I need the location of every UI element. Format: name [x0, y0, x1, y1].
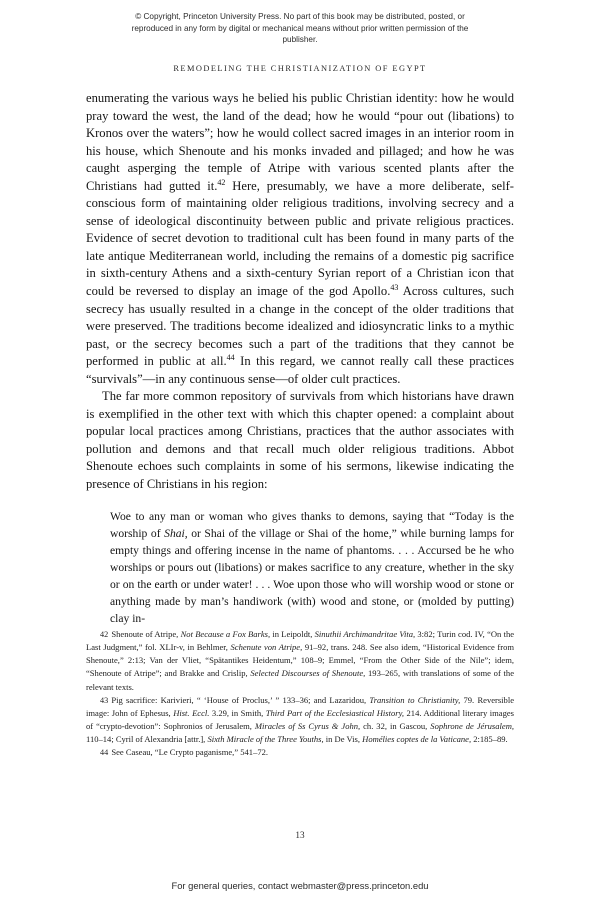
italic-title: Selected Discourses of Shenoute,: [250, 668, 366, 679]
body-paragraphs: [86, 90, 514, 494]
footnote-number: 43: [100, 695, 109, 705]
italic-title: Sophrone de Jérusalem,: [430, 721, 514, 732]
footnote-reference[interactable]: 42: [217, 177, 226, 187]
page-number: 13: [295, 830, 305, 840]
footnote-reference[interactable]: 43: [390, 282, 399, 292]
copyright-notice: © Copyright, Princeton University Press. No part of this book may be distributed, posted, or reproduced in any form by digital or mechanical means without prior written permission of the publisher.: [131, 12, 469, 45]
footnote-entry: 42 Shenoute of Atripe, Not Because a Fox Barks, in Leipoldt, Sinuthii Archimandritae Vita, 3:82; Turin cod. IV, “On the Last Judgment,” fol. XLIr-v, in Behlmer, Schenute von Atripe, 91–92, trans. 248. See also idem, “Historical Evidence from Shenoute,” 2:13; Van der Vliet, “Spätantikes Heidentum,” 108–9; Emmel, “From the Other Side of the Nile”; idem, “Shenoute of Atripe”; and Brakke and Crislip, Selected Discourses of Shenoute, 193–265, with translations of some of the relevant texts.: [86, 629, 515, 692]
running-head: REMODELING THE CHRISTIANIZATION OF EGYPT: [173, 64, 427, 73]
italic-title: Not Because a Fox Barks,: [180, 629, 271, 639]
italic-title: Third Part of the Ecclesiastical History,: [265, 707, 405, 718]
italic-title: Hist. Eccl.: [173, 707, 210, 718]
footnote-number: 44: [100, 748, 109, 758]
body-paragraph: enumerating the various ways he belied his public Christian identity: how he would pray toward the west, the land of the dead; how he would “pour out (libations) to Kronos over the waters”; how he would collect sacred images in an interior room in his house, which Shenoute and his monks invaded and pillaged; and how he was caught asperging the temple of Atripe with various scented plants after the Christians had gutted it.$^{42}$ Here, presumably, we have a more deliberate, self-conscious form of maintaining older religious traditions, involving secrecy and a sense of ideological discontinuity between public and private religious practices. Evidence of secret devotion to traditional cult has been found in many parts of the late antique Mediterranean world, including the remains of a domestic pig sacrifice in sixth-century Athens and a sixth-century Syrian report of a Christian icon that could be reversed to display an image of the god Apollo.$^{43}$ Across cultures, such secrecy has usually resulted in a change in the concept of the older traditions that were preserved. The traditions become idealized and idiosyncratic links to a mythic past, or the secrecy becomes such a part of the traditions that they cannot be performed in public at all.$^{44}$ In this regard, we cannot really call these practices “survivals”—in any continuous sense—of older cult practices.: [86, 91, 515, 386]
italic-title: Shai,: [164, 526, 188, 540]
footnote-entry: 44 See Caseau, “Le Crypto paganisme,” 541–72.: [100, 747, 269, 758]
block-quote: [110, 508, 514, 628]
block-quote-text: Woe to any man or woman who gives thanks to demons, saying that “Today is the worship of Shai, or Shai of the village or Shai of the home,” while burning lamps for empty things and offering incense in the name of phantoms. . . . Accursed be he who worships or pours out (libations) or makes sacrifice to any creature, whether in the sky or on the earth or under water! . . . Woe upon those who will worship wood or stone or anything made by man’s handiwork (with) wood and stone, or (molded by putting) clay in-: [110, 509, 515, 626]
footnote-reference[interactable]: 44: [226, 353, 235, 363]
footer-contact-note: For general queries, contact webmaster@press.princeton.edu: [171, 880, 429, 891]
italic-title: Sixth Miracle of the Three Youths,: [207, 734, 324, 745]
italic-title: Transition to Christianity,: [369, 694, 461, 705]
italic-title: Schenute von Atripe,: [230, 642, 303, 653]
footnote-entry: 43 Pig sacrifice: Karivieri, “ ‘House of Proclus,’ ” 133–36; and Lazaridou, Transition to Christianity, 79. Reversible image: John of Ephesus, Hist. Eccl. 3.29, in Smith, Third Part of the Ecclesiastical History, 214. Additional literary images of “crypto-devotion”: Sophronios of Jerusalem, Miracles of Ss Cyrus & John, ch. 32, in Gascou, Sophrone de Jérusalem, 110–14; Cyril of Alexandria [attr.], Sixth Miracle of the Three Youths, in De Vis, Homélies coptes de la Vaticane, 2:185–89.: [86, 694, 514, 745]
body-textblock: [86, 90, 514, 643]
footnote-number: 42: [100, 630, 109, 639]
italic-title: Miracles of Ss Cyrus & John,: [254, 721, 361, 732]
footnotes-section: [86, 628, 514, 760]
body-paragraph: The far more common repository of survivals from which historians have drawn is exemplified in the other text with which this chapter opened: a complaint about popular local practices among Christians, practices that the author associates with pollution and demons and that recall much older religious traditions. Abbot Shenoute echoes such complaints in some of his sermons, likewise indicating the presence of Christians in his region:: [86, 389, 514, 492]
italic-title: Sinuthii Archimandritae Vita,: [314, 629, 416, 639]
italic-title: Homélies coptes de la Vaticane,: [362, 734, 472, 745]
